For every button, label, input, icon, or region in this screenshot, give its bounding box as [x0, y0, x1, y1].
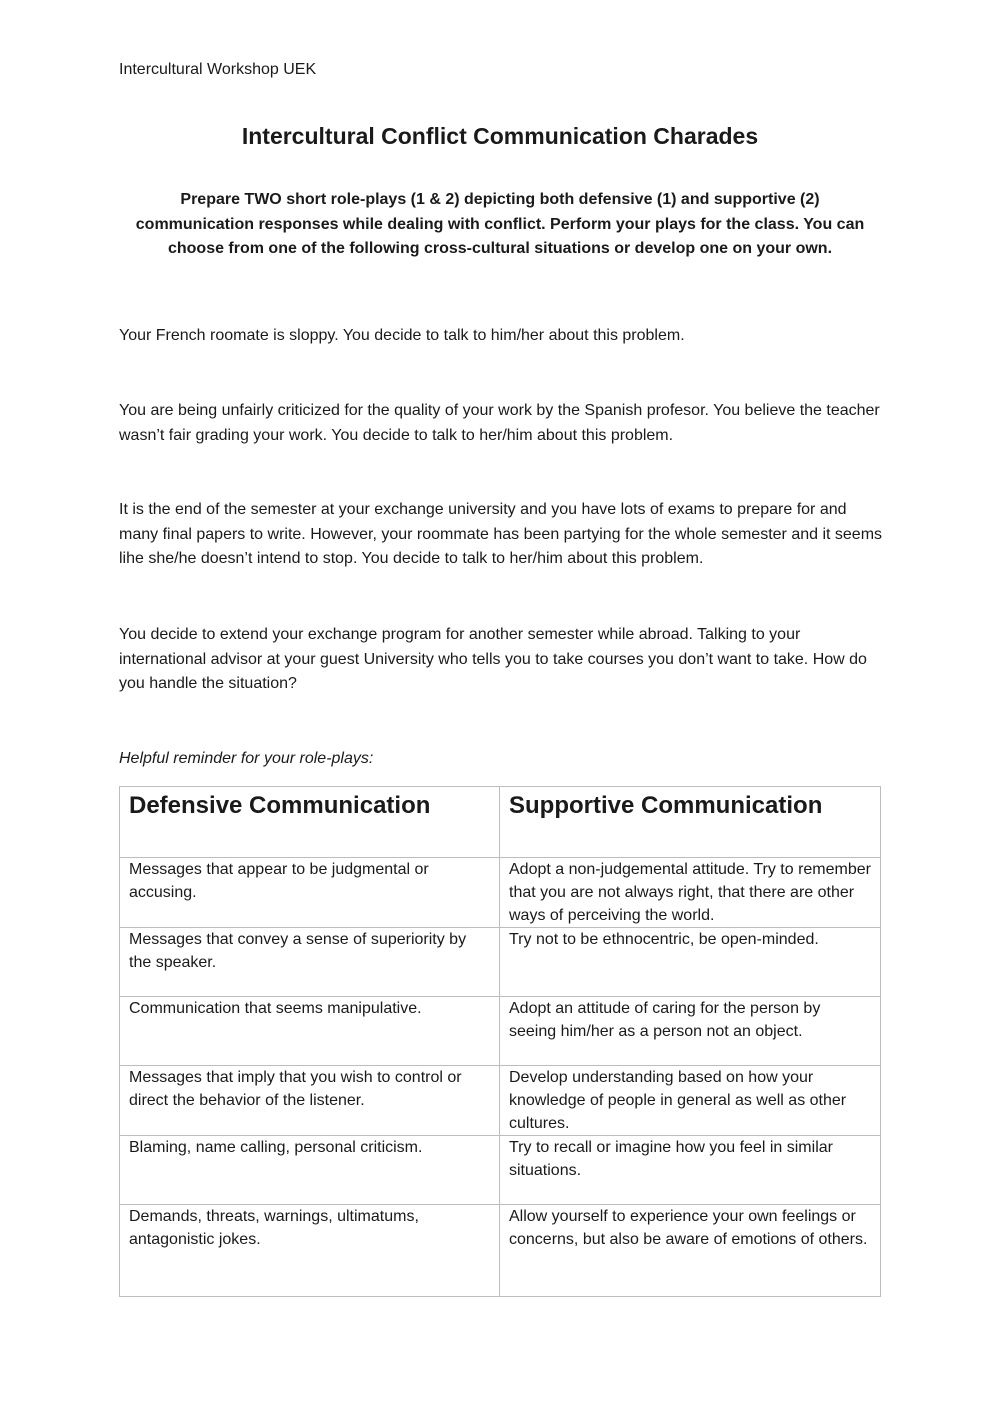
header-supportive: Supportive Communication — [500, 787, 881, 858]
running-header: Intercultural Workshop UEK — [119, 61, 317, 78]
instructions: Prepare TWO short role-plays (1 & 2) depicting both defensive (1) and supportive (2) communication responses while dealing with conflict. Perform your plays for the class. You can choose from one of the following cross-cultural situations or develop one on your own. — [135, 191, 865, 257]
page-title: Intercultural Conflict Communication Charades — [241, 123, 759, 149]
table-row — [120, 858, 881, 928]
defensive-cell: Communication that seems manipulative. — [120, 997, 500, 1066]
defensive-cell: Messages that appear to be judgmental or accusing. — [120, 858, 500, 928]
table-row — [120, 1205, 881, 1297]
supportive-cell: Try to recall or imagine how you feel in similar situations. — [500, 1136, 881, 1205]
table-header-row — [120, 787, 881, 858]
header-defensive: Defensive Communication — [120, 787, 500, 858]
supportive-cell: Develop understanding based on how your knowledge of people in general as well as other cultures. — [500, 1066, 881, 1136]
scenario-paragraph: Your French roomate is sloppy. You decide to talk to him/her about this problem. — [119, 327, 685, 344]
scenario-paragraph: You are being unfairly criticized for the quality of your work by the Spanish profesor. You believe the teacher wasn’t fair grading your work. You decide to talk to her/him about this problem. — [119, 402, 880, 444]
table-row — [120, 1066, 881, 1136]
supportive-cell: Adopt an attitude of caring for the person by seeing him/her as a person not an object. — [500, 997, 881, 1066]
supportive-cell: Allow yourself to experience your own feelings or concerns, but also be aware of emotions of others. — [500, 1205, 881, 1297]
table-row — [120, 928, 881, 997]
supportive-cell: Try not to be ethnocentric, be open-minded. — [500, 928, 881, 997]
reminder-note: Helpful reminder for your role-plays: — [119, 750, 374, 767]
supportive-cell: Adopt a non-judgemental attitude. Try to remember that you are not always right, that there are other ways of perceiving the world. — [500, 858, 881, 928]
scenario-paragraph: You decide to extend your exchange program for another semester while abroad. Talking to your international advisor at your guest University who tells you to take courses you don’t want to take. How do you handle the situation? — [119, 626, 867, 692]
defensive-cell: Demands, threats, warnings, ultimatums, antagonistic jokes. — [120, 1205, 500, 1297]
defensive-cell: Blaming, name calling, personal criticism. — [120, 1136, 500, 1205]
table-row — [120, 997, 881, 1066]
table-row — [120, 1136, 881, 1205]
defensive-cell: Messages that convey a sense of superiority by the speaker. — [120, 928, 500, 997]
communication-table — [119, 786, 881, 1297]
defensive-cell: Messages that imply that you wish to control or direct the behavior of the listener. — [120, 1066, 500, 1136]
scenario-paragraph: It is the end of the semester at your exchange university and you have lots of exams to prepare for and many final papers to write. However, your roommate has been partying for the whole semester and it seems lihe she/he doesn’t intend to stop. You decide to talk to her/him about this problem. — [119, 501, 883, 567]
